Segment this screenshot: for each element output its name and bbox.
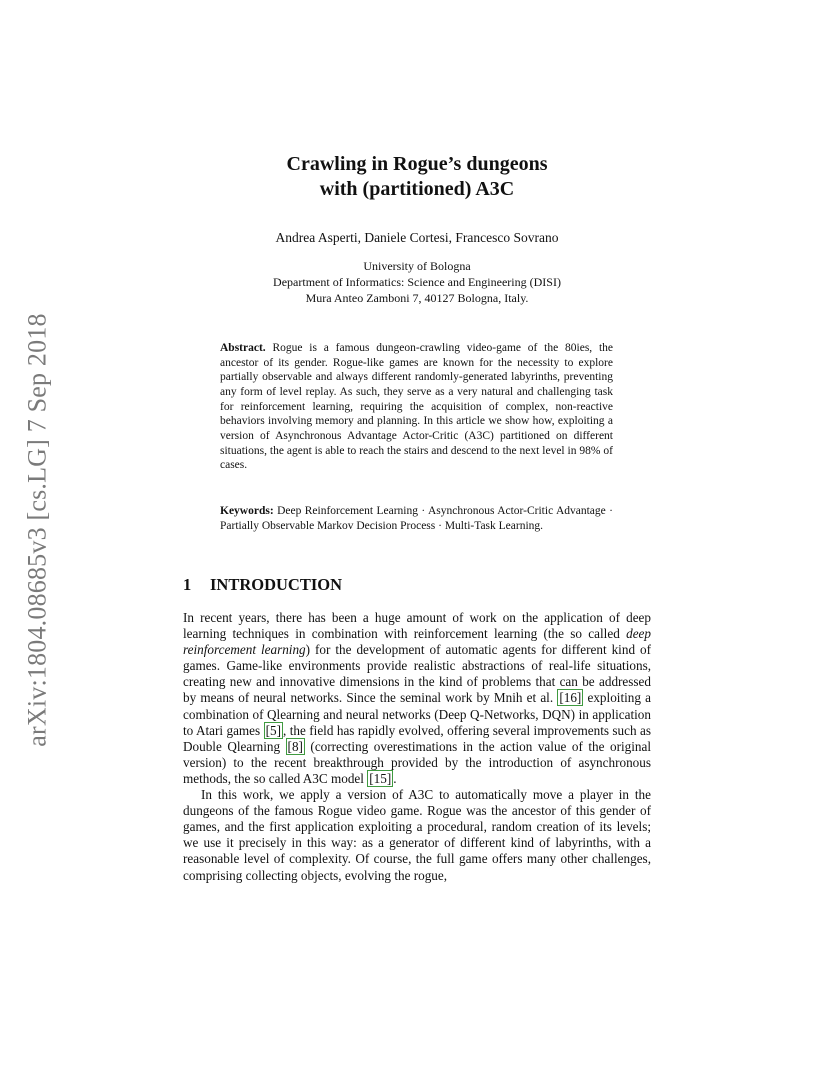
affiliation-department: Department of Informatics: Science and Engineering (DISI) [273, 275, 561, 289]
abstract-label: Abstract. [220, 342, 266, 354]
p1-text-4: , the field has rapidly evolved, offering several improvements such as Double Qlearning [183, 722, 651, 754]
author-list: Andrea Asperti, Daniele Cortesi, Francesco Sovrano [275, 230, 559, 245]
arxiv-identifier-margin [18, 295, 58, 765]
p1-text-6: . [393, 770, 397, 786]
keywords-label: Keywords: [220, 505, 274, 517]
abstract-text: Rogue is a famous dungeon-crawling video-game of the 80ies, the ancestor of its gender. Rogue-like games are known for the necessity to explore partially observable and always different randomly-generated labyrinths, preventing any form of level replay. As such, they serve as a very natural and challenging task for reinforcement learning, requiring the acquisition of complex, non-reactive behaviors involving memory and planning. In this article we show how, exploiting a version of Asynchronous Advantage Actor-Critic (A3C) partitioned on different situations, the agent is able to reach the stairs and descend to the next level in 98% of cases. [220, 342, 614, 472]
section-heading [183, 575, 653, 595]
citation-link-5[interactable]: [5] [265, 722, 281, 738]
section-number: 1 [183, 575, 192, 594]
affiliation-university: University of Bologna [363, 259, 471, 273]
p1-text-5: (correcting overestimations in the action value of the original version) to the recent breakthrough provided by the introduction of asynchronous methods, the so called A3C model [183, 738, 651, 786]
affiliation-address: Mura Anteo Zamboni 7, 40127 Bologna, Italy. [305, 291, 529, 305]
affiliation [180, 258, 654, 306]
p1-text-2: ) for the development of automatic agents for different kind of games. Game-like environments provide realistic abstractions of real-life situations, creating new and innovative dimensions in the kind of problems that can be addressed by means of neural networks. Since the seminal work by Mnih et al. [183, 642, 651, 706]
arxiv-identifier-text: arXiv:1804.08685v3 [cs.LG] 7 Sep 2018 [23, 313, 52, 747]
title-line-1: Crawling in Rogue’s dungeons [286, 153, 548, 175]
p1-text-1: In recent years, there has been a huge amount of work on the application of deep learning techniques in combination with reinforcement learning (the so called [183, 610, 651, 642]
citation-link-16[interactable]: [16] [559, 690, 582, 706]
title-line-2: with (partitioned) A3C [319, 178, 515, 200]
body-text [183, 610, 651, 884]
keywords-block [220, 504, 613, 533]
paragraph-1 [183, 610, 651, 787]
section-title: INTRODUCTION [210, 575, 343, 594]
abstract-block [220, 341, 613, 473]
paragraph-2: In this work, we apply a version of A3C to automatically move a player in the dungeons of the famous Rogue video game. Rogue was the ancestor of this gender of games, and the first application exploiting a procedural, random creation of its levels; we use it precisely in this way: as a generator of different kind of labyrinths, with a reasonable level of complexity. Of course, the full game offers many other challenges, comprising collecting objects, evolving the rogue, [183, 787, 651, 883]
citation-link-8[interactable]: [8] [287, 738, 303, 754]
paper-title [180, 152, 654, 202]
citation-link-15[interactable]: [15] [369, 770, 392, 786]
p1-text-3: exploiting a combination of Qlearning and neural networks (Deep Q-Networks, DQN) in application to Atari games [183, 690, 651, 738]
keywords-text: Deep Reinforcement Learning · Asynchronous Actor-Critic Advantage · Partially Observable Markov Decision Process · Multi-Task Learning. [220, 505, 613, 532]
p1-emphasis: deep reinforcement learning [183, 626, 651, 658]
